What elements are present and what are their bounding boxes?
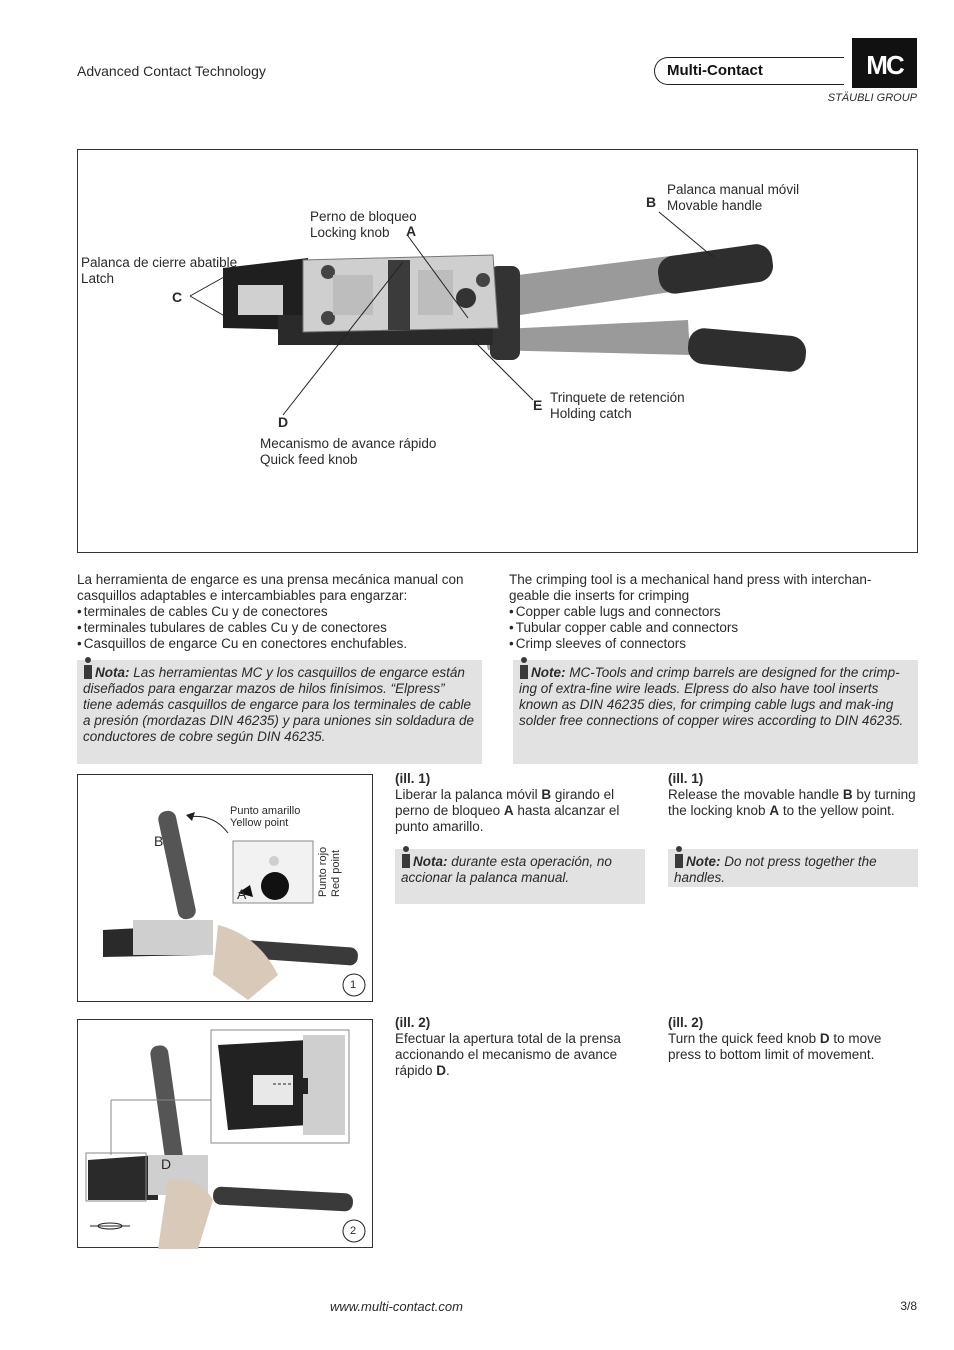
header-tagline: Advanced Contact Technology [77, 63, 266, 79]
info-icon [519, 664, 529, 679]
label-d-es: Mecanismo de avance rápido [260, 436, 437, 451]
ill2-illustration [78, 1020, 374, 1249]
letter-b: B [541, 787, 552, 802]
label-d-en: Quick feed knob [260, 452, 358, 467]
ill1-heading-en: (ill. 1) [668, 771, 704, 786]
ill1-note-en [668, 849, 918, 887]
letter-a: A [769, 803, 780, 818]
ill1-number: 1 [350, 979, 357, 991]
label-e-en: Holding catch [550, 406, 632, 421]
note-es [77, 660, 482, 764]
note-en-heading: Note: [531, 665, 566, 680]
ill2-text-en [668, 1015, 918, 1063]
label-b-es: Palanca manual móvil [667, 182, 800, 197]
intro-es-text: La herramienta de engarce es una prensa mecánica manual con casquillos adaptables e intercambiables para engarzar: [77, 572, 464, 603]
intro-es [77, 572, 477, 652]
page-number: 3/8 [900, 1299, 917, 1313]
ill2-heading-en: (ill. 2) [668, 1015, 704, 1030]
brand-frame [654, 57, 844, 85]
ill1-figure [77, 774, 373, 1002]
yellow-point-en: Yellow point [230, 817, 289, 829]
crimp-tool-illustration [78, 150, 919, 554]
intro-en-item: • Tubular copper cable and connectors [509, 620, 909, 636]
label-b-en: Movable handle [667, 198, 763, 213]
label-e-es: Trinquete de retención [550, 390, 685, 405]
yellow-point-es: Punto amarillo [230, 805, 301, 817]
label-a-letter: A [406, 223, 417, 239]
text: Turn the quick feed knob [668, 1031, 820, 1046]
ill2-number: 2 [350, 1225, 357, 1237]
text: by turning the locking knob [668, 787, 916, 818]
text: hasta alcanzar el punto amarillo. [395, 803, 620, 834]
note-heading: Nota: [413, 854, 448, 869]
label-a-es: Perno de bloqueo [310, 209, 417, 224]
intro-es-item: • terminales de cables Cu y de conectores [77, 604, 477, 620]
tool-figure [77, 149, 918, 553]
ill1-text-en [668, 771, 918, 819]
label-c-letter: C [172, 289, 183, 305]
label-b-letter: B [646, 194, 657, 210]
brand-name: Multi-Contact [667, 62, 763, 79]
label-c-es: Palanca de cierre abatible [81, 255, 238, 270]
note-body: durante esta operación, no accionar la palanca manual. [401, 854, 612, 885]
group-label: STÄUBLI GROUP [827, 92, 917, 104]
ill2-figure [77, 1019, 373, 1248]
label-c-en: Latch [81, 271, 115, 286]
letter-d: D [436, 1063, 447, 1078]
label-e-letter: E [533, 397, 543, 413]
red-point-es: Punto rojo [317, 846, 329, 897]
intro-es-item: • Casquillos de engarce Cu en conectores enchufables. [77, 636, 477, 652]
text: . [446, 1063, 450, 1078]
ill1-label-a: A [237, 886, 247, 902]
letter-d: D [819, 1031, 830, 1046]
letter-a: A [503, 803, 514, 818]
ill2-text-es [395, 1015, 645, 1079]
intro-en-item: • Copper cable lugs and connectors [509, 604, 909, 620]
ill1-heading-es: (ill. 1) [395, 771, 431, 786]
text: Liberar la palanca móvil [395, 787, 542, 802]
red-point-en: Red point [330, 849, 342, 897]
ill2-label-d: D [161, 1156, 172, 1172]
footer-url[interactable]: www.multi-contact.com [330, 1299, 463, 1314]
text: Efectuar la apertura total de la prensa accionando el mecanismo de avance rápido [395, 1031, 621, 1078]
ill1-text-es [395, 771, 645, 835]
text: Release the movable handle [668, 787, 843, 802]
info-icon [83, 664, 93, 679]
note-body: Do not press together the handles. [674, 854, 877, 885]
text: to move press to bottom limit of movement. [668, 1031, 882, 1062]
info-icon [401, 853, 411, 868]
text: to the yellow point. [779, 803, 895, 818]
note-en [513, 660, 918, 764]
intro-en [509, 572, 909, 652]
intro-en-item: • Crimp sleeves of connectors [509, 636, 909, 652]
letter-b: B [842, 787, 853, 802]
label-d-letter: D [278, 414, 289, 430]
label-a-en: Locking knob [310, 225, 390, 240]
info-icon [674, 853, 684, 868]
note-heading: Note: [686, 854, 721, 869]
text: girando el perno de bloqueo [395, 787, 615, 818]
ill1-note-es [395, 849, 645, 904]
intro-es-item: • terminales tubulares de cables Cu y de conectores [77, 620, 477, 636]
ill1-label-b: B [154, 833, 164, 849]
note-es-heading: Nota: [95, 665, 130, 680]
note-en-body: MC-Tools and crimp barrels are designed for the crimp-ing of extra-fine wire leads. Elpress do also have tool inserts known as DIN 46235 dies, for crimping cable lugs and mak-ing solder free connections of copper wires according to DIN 46235. [519, 665, 904, 728]
intro-en-text: The crimping tool is a mechanical hand press with interchan-geable die inserts for crimping [509, 572, 872, 603]
mc-logo: MC [852, 38, 917, 88]
note-es-body: Las herramientas MC y los casquillos de engarce están diseñados para engarzar mazos de hilos finísimos. “Elpress” tiene además casquillos de engarce para los terminales de cable a presión (mordazas DIN 46235) y para uniones sin soldadura de conductores de cobre según DIN 46235. [83, 665, 474, 744]
ill2-heading-es: (ill. 2) [395, 1015, 431, 1030]
